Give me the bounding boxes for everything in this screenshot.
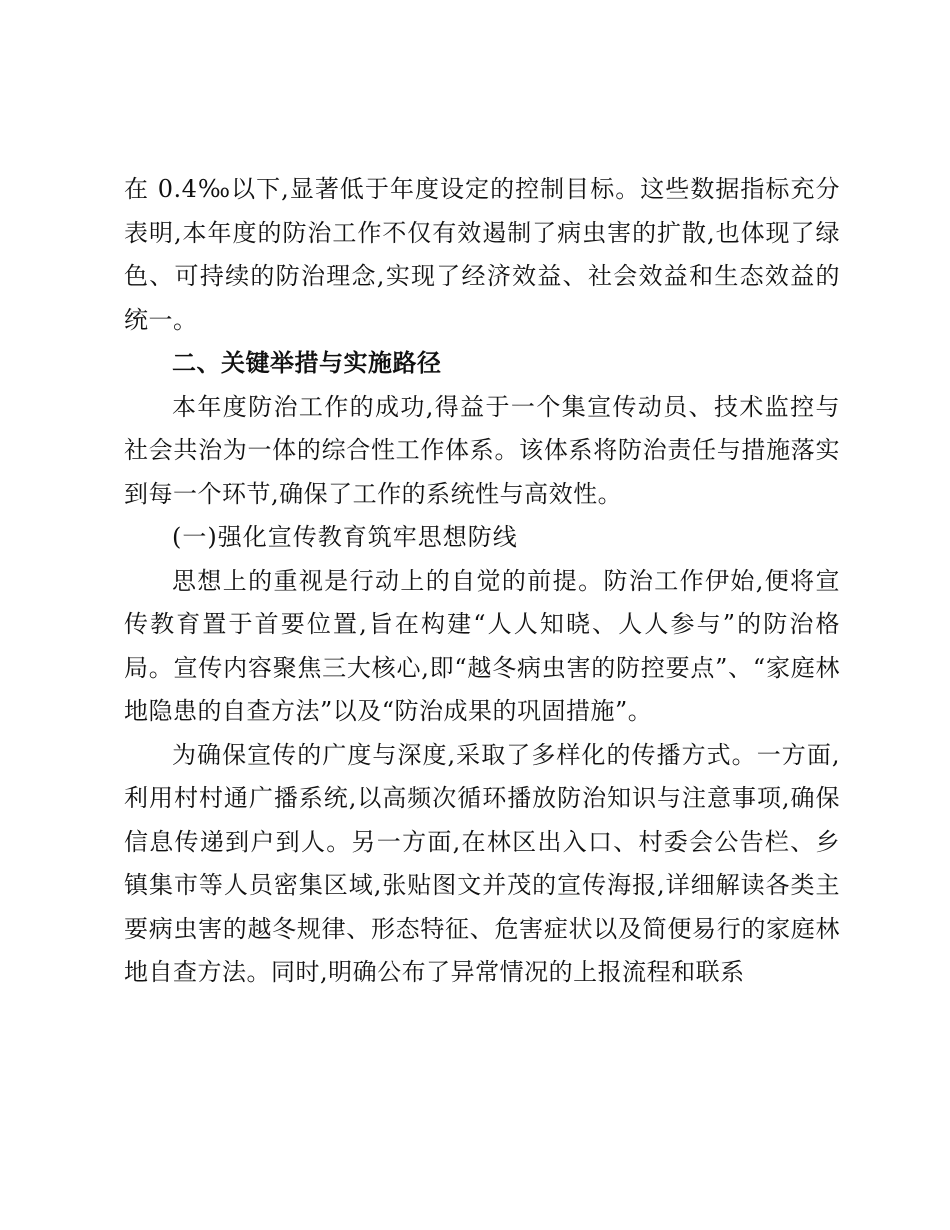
paragraph-publicity: 思想上的重视是行动上的自觉的前提。防治工作伊始,便将宣传教育置于首要位置,旨在构建“人人知晓、人人参与”的防治格局。宣传内容聚焦三大核心,即“越冬病虫害的防控要点”、“家庭林地隐患的自查方法”以及“防治成果的巩固措施”。 (124, 566, 840, 725)
paragraph-continuation: 在 0.4‰以下,显著低于年度设定的控制目标。这些数据指标充分表明,本年度的防治工作不仅有效遏制了病虫害的扩散,也体现了绿色、可持续的防治理念,实现了经济效益、社会效益和生态效益的统一。 (124, 175, 840, 334)
section-heading-2: 二、关键举措与实施路径 (172, 349, 442, 377)
paragraph-intro: 本年度防治工作的成功,得益于一个集宣传动员、技术监控与社会共治为一体的综合性工作体系。该体系将防治责任与措施落实到每一个环节,确保了工作的系统性与高效性。 (124, 392, 840, 508)
subsection-heading-1: (一)强化宣传教育筑牢思想防线 (172, 523, 518, 551)
paragraph-methods: 为确保宣传的广度与深度,采取了多样化的传播方式。一方面,利用村村通广播系统,以高频次循环播放防治知识与注意事项,确保信息传递到户到人。另一方面,在林区出入口、村委会公告栏、乡镇集市等人员密集区域,张贴图文并茂的宣传海报,详细解读各类主要病虫害的越冬规律、形态特征、危害症状以及简便易行的家庭林地自查方法。同时,明确公布了异常情况的上报流程和联系 (124, 740, 840, 986)
document-body (124, 168, 840, 995)
